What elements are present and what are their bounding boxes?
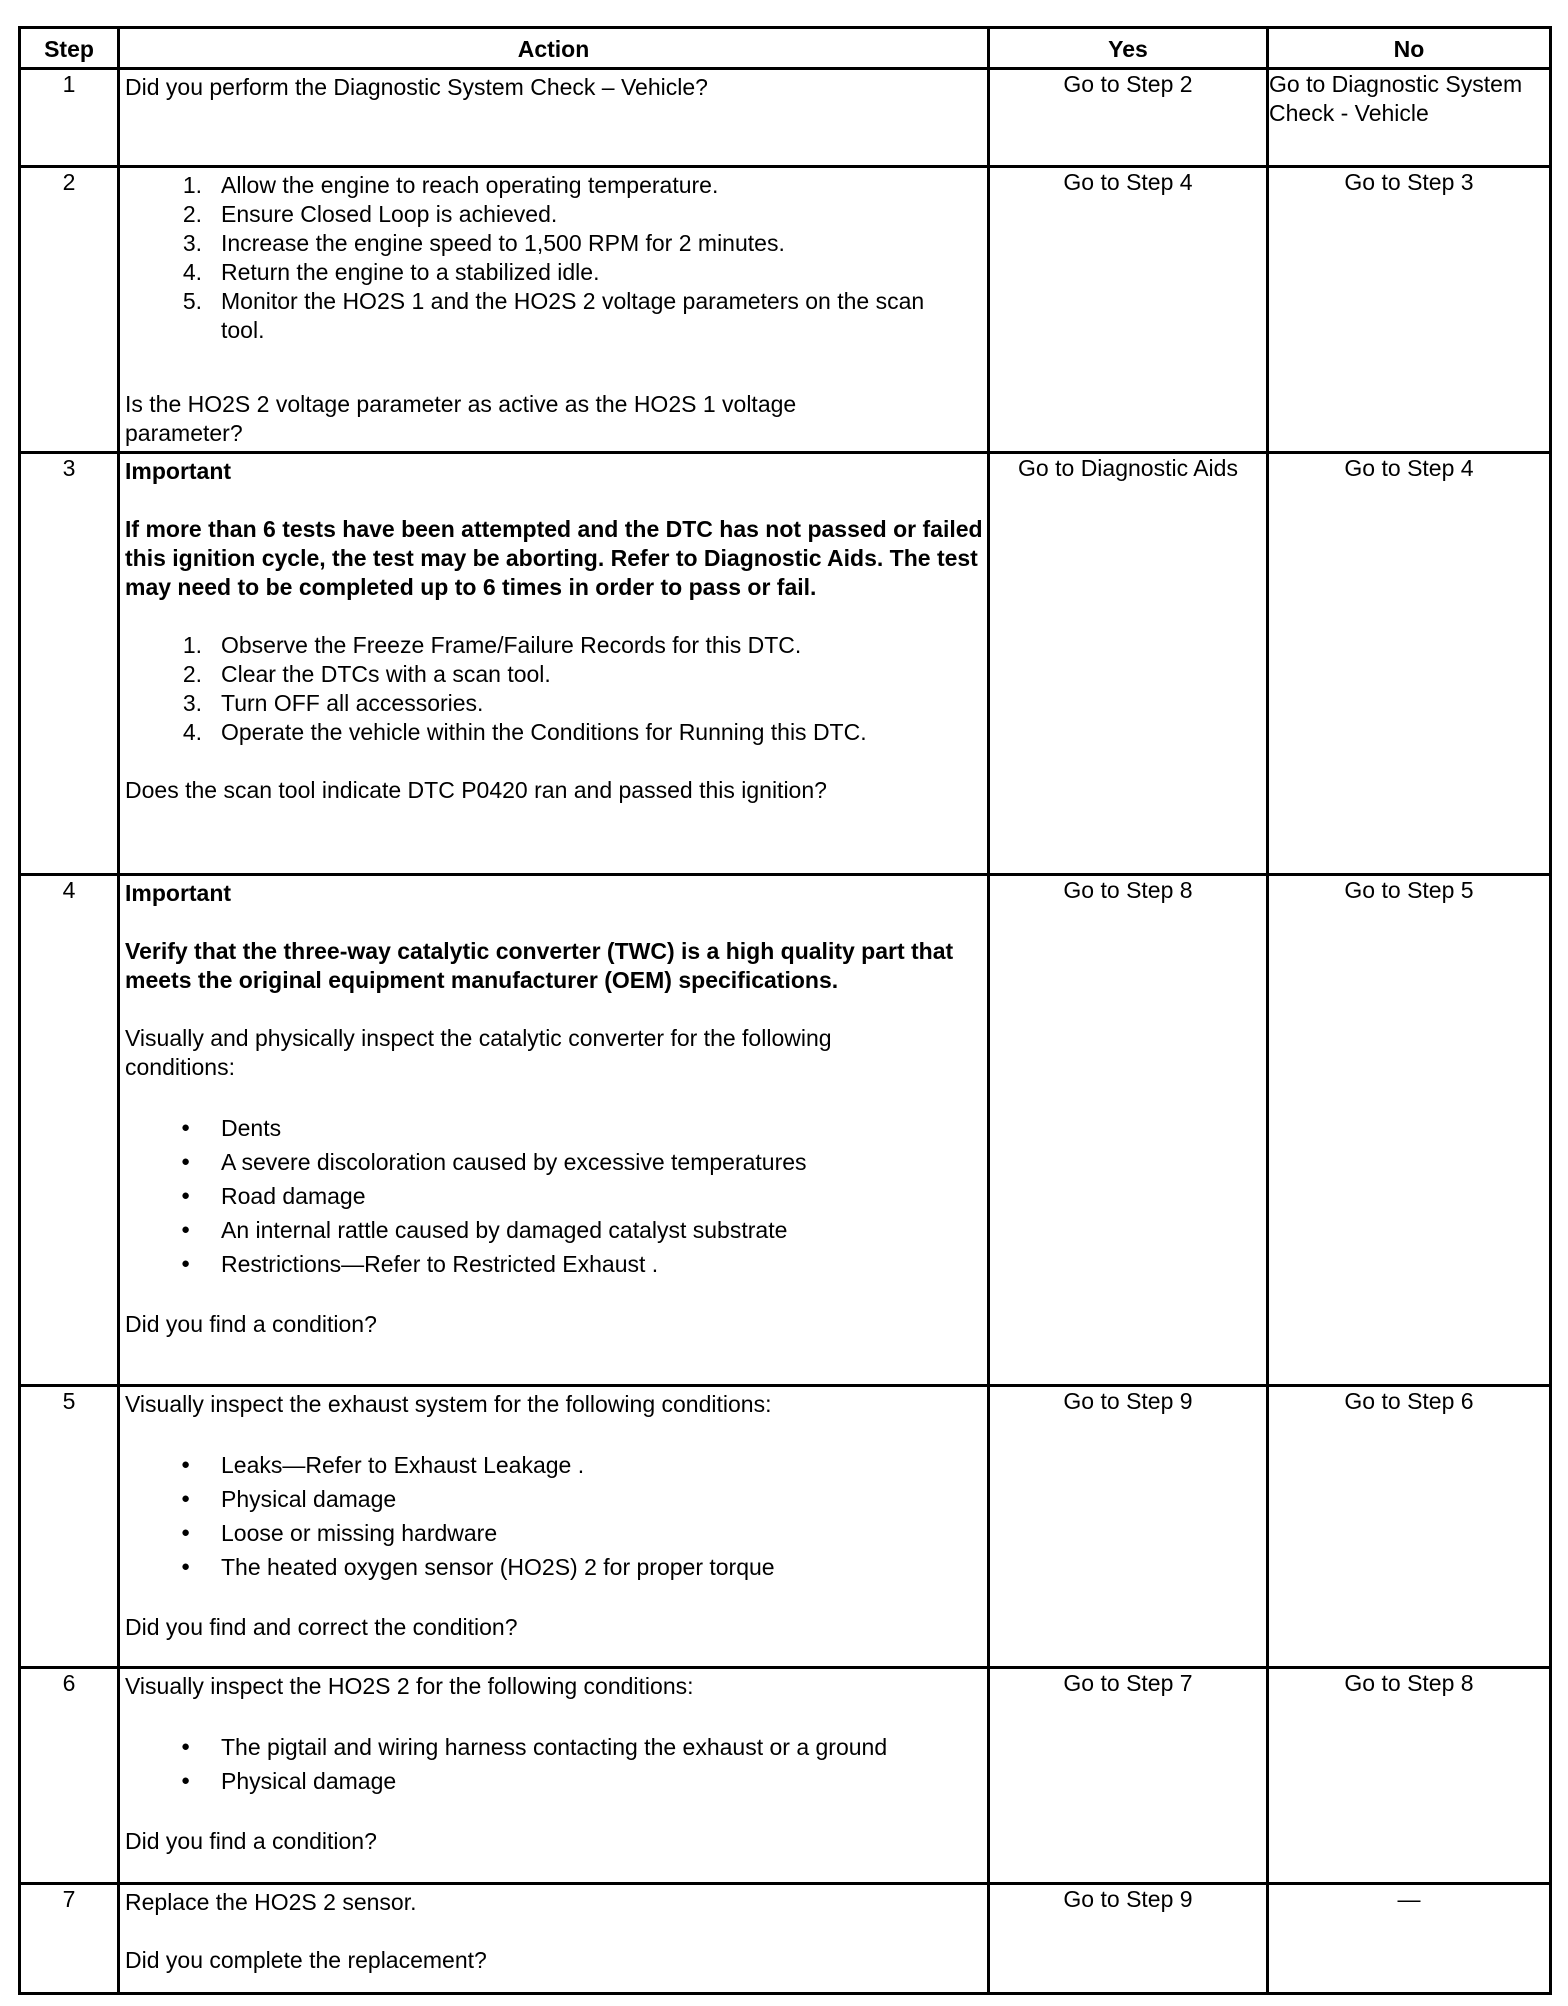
list-item: 4. Operate the vehicle within the Conditions for Running this DTC. bbox=[182, 719, 867, 745]
bullet-list bbox=[125, 1111, 983, 1281]
question: Did you find a condition? bbox=[125, 1828, 377, 1854]
step-number: 5 bbox=[20, 1386, 119, 1668]
yes-cell: Go to Step 9 bbox=[989, 1884, 1268, 1994]
list-item: ● The heated oxygen sensor (HO2S) 2 for proper torque bbox=[180, 1554, 775, 1580]
numbered-list bbox=[125, 631, 983, 747]
yes-cell: Go to Step 9 bbox=[989, 1386, 1268, 1668]
bullet-list bbox=[125, 1730, 983, 1798]
question: Is the HO2S 2 voltage parameter as active as the HO2S 1 voltage parameter? bbox=[125, 391, 797, 446]
header-row bbox=[20, 28, 1551, 69]
list-item: 2. Clear the DTCs with a scan tool. bbox=[182, 661, 551, 687]
list-item: ● Physical damage bbox=[180, 1486, 397, 1512]
no-cell: Go to Diagnostic System Check - Vehicle bbox=[1268, 69, 1551, 167]
question: Does the scan tool indicate DTC P0420 ran and passed this ignition? bbox=[125, 777, 827, 803]
list-item: ● Physical damage bbox=[180, 1768, 397, 1794]
intro-text: Visually inspect the HO2S 2 for the following conditions: bbox=[125, 1673, 694, 1699]
yes-cell: Go to Step 2 bbox=[989, 69, 1268, 167]
bullet-list bbox=[125, 1448, 983, 1584]
header-yes: Yes bbox=[989, 28, 1268, 69]
no-cell: Go to Step 3 bbox=[1268, 167, 1551, 453]
yes-cell: Go to Step 7 bbox=[989, 1668, 1268, 1884]
important-label: Important bbox=[125, 880, 232, 906]
question: Did you find and correct the condition? bbox=[125, 1614, 518, 1640]
step-number: 6 bbox=[20, 1668, 119, 1884]
table-row bbox=[20, 1668, 1551, 1884]
action-cell bbox=[119, 1386, 989, 1668]
action-cell bbox=[119, 875, 989, 1386]
yes-cell: Go to Step 8 bbox=[989, 875, 1268, 1386]
header-step: Step bbox=[20, 28, 119, 69]
list-item: ● Restrictions—Refer to Restricted Exhaust . bbox=[180, 1251, 659, 1277]
step-number: 7 bbox=[20, 1884, 119, 1994]
table-row bbox=[20, 69, 1551, 167]
list-item: 1. Observe the Freeze Frame/Failure Records for this DTC. bbox=[182, 632, 802, 658]
yes-cell: Go to Diagnostic Aids bbox=[989, 453, 1268, 875]
question: Did you find a condition? bbox=[125, 1311, 377, 1337]
question: Did you perform the Diagnostic System Check – Vehicle? bbox=[125, 74, 708, 100]
step-number: 3 bbox=[20, 453, 119, 875]
step-number: 1 bbox=[20, 69, 119, 167]
list-item: 5. Monitor the HO2S 1 and the HO2S 2 voltage parameters on the scan tool. bbox=[182, 288, 925, 343]
table-row bbox=[20, 453, 1551, 875]
no-cell: Go to Step 6 bbox=[1268, 1386, 1551, 1668]
list-item: ● The pigtail and wiring harness contacting the exhaust or a ground bbox=[180, 1734, 888, 1760]
important-text: If more than 6 tests have been attempted and the DTC has not passed or failed this ignition cycle, the test may be aborting. Refer to Diagnostic Aids. The test may need to be completed up to 6 times in order to pass or fail. bbox=[125, 516, 983, 600]
list-item: 4. Return the engine to a stabilized idle. bbox=[182, 259, 600, 285]
action-cell bbox=[119, 167, 989, 453]
list-item: ● Road damage bbox=[180, 1183, 366, 1209]
header-no: No bbox=[1268, 28, 1551, 69]
table-row bbox=[20, 167, 1551, 453]
no-cell: Go to Step 4 bbox=[1268, 453, 1551, 875]
step-number: 4 bbox=[20, 875, 119, 1386]
header-action: Action bbox=[119, 28, 989, 69]
table-row bbox=[20, 1884, 1551, 1994]
list-item: 1. Allow the engine to reach operating temperature. bbox=[182, 172, 719, 198]
action-cell bbox=[119, 1884, 989, 1994]
no-cell: Go to Step 5 bbox=[1268, 875, 1551, 1386]
list-item: ● An internal rattle caused by damaged catalyst substrate bbox=[180, 1217, 788, 1243]
table-row bbox=[20, 1386, 1551, 1668]
important-text: Verify that the three-way catalytic converter (TWC) is a high quality part that meets the original equipment manufacturer (OEM) specifications. bbox=[125, 938, 954, 993]
intro-text: Replace the HO2S 2 sensor. bbox=[125, 1889, 417, 1915]
table-row bbox=[20, 875, 1551, 1386]
intro-text: Visually inspect the exhaust system for the following conditions: bbox=[125, 1391, 772, 1417]
intro-text: Visually and physically inspect the catalytic converter for the following conditions: bbox=[125, 1025, 832, 1080]
list-item: 3. Increase the engine speed to 1,500 RPM for 2 minutes. bbox=[182, 230, 785, 256]
no-cell: — bbox=[1268, 1884, 1551, 1994]
action-cell bbox=[119, 453, 989, 875]
numbered-list bbox=[125, 171, 983, 345]
important-label: Important bbox=[125, 458, 232, 484]
list-item: ● Dents bbox=[180, 1115, 282, 1141]
no-cell: Go to Step 8 bbox=[1268, 1668, 1551, 1884]
list-item: ● Loose or missing hardware bbox=[180, 1520, 498, 1546]
step-number: 2 bbox=[20, 167, 119, 453]
list-item: 2. Ensure Closed Loop is achieved. bbox=[182, 201, 558, 227]
list-item: 3. Turn OFF all accessories. bbox=[182, 690, 484, 716]
diagnostic-table bbox=[18, 26, 1552, 1995]
action-cell bbox=[119, 69, 989, 167]
list-item: ● Leaks—Refer to Exhaust Leakage . bbox=[180, 1452, 585, 1478]
list-item: ● A severe discoloration caused by excessive temperatures bbox=[180, 1149, 807, 1175]
question: Did you complete the replacement? bbox=[125, 1947, 487, 1973]
action-cell bbox=[119, 1668, 989, 1884]
yes-cell: Go to Step 4 bbox=[989, 167, 1268, 453]
